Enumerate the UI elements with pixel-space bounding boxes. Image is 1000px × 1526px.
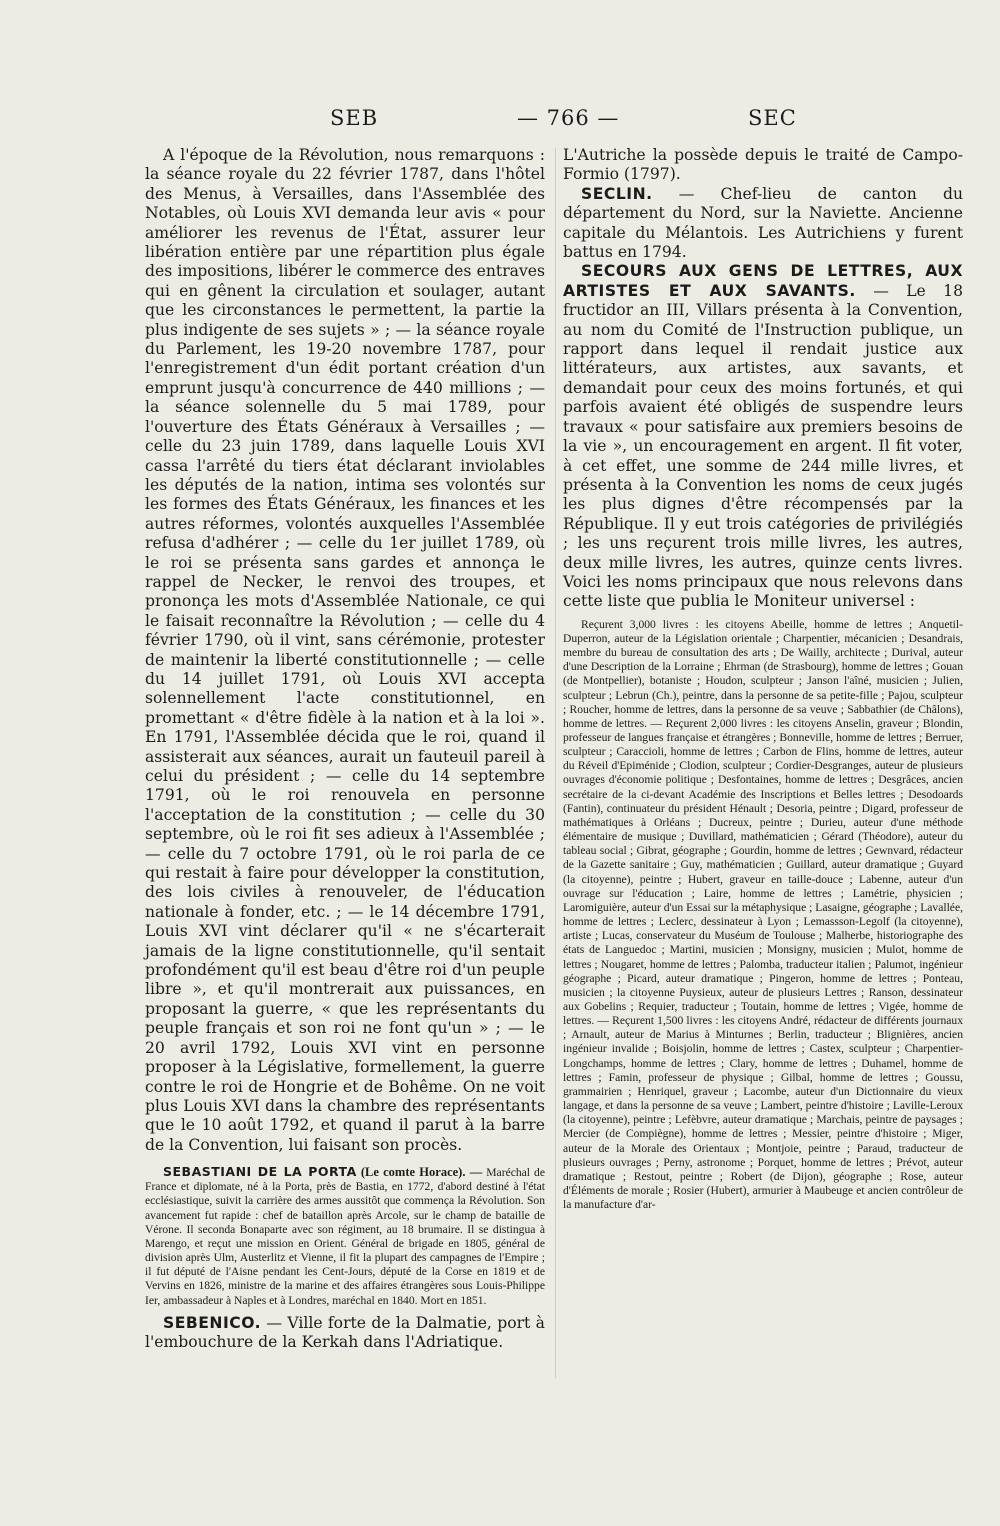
headword-sebenico: SEBENICO. xyxy=(163,1313,262,1332)
entry-sebastiani xyxy=(145,1165,545,1308)
left-column xyxy=(145,146,545,1353)
headword-sebastiani: SEBASTIANI DE LA PORTA xyxy=(163,1164,357,1180)
entry-seclin xyxy=(563,185,963,263)
beneficiaries-list: Reçurent 3,000 livres : les citoyens Abeille, homme de lettres ; Anquetil-Duperron, auteur de la Législation orientale ; Charpentier, mécanicien ; Desandrais, membre du bureau de consultation des arts ; De Wailly, architecte ; Durival, auteur d'une Description de la Lorraine ; Ehrman (de Strasbourg), homme de lettres ; Gouan (de Montpellier), botaniste ; Houdon, sculpteur ; Janson l'aîné, musicien ; Julien, sculpteur ; Lebrun (Ch.), peintre, dans la personne de sa petite-fille ; Pajou, sculpteur ; Roucher, homme de lettres, dans la personne de sa veuve ; Sabbathier (de Châlons), homme de lettres. — Reçurent 2,000 livres : les citoyens Anselin, graveur ; Blondin, professeur de langues française et étrangères ; Bonneville, homme de lettres ; Berruer, sculpteur ; Caraccioli, homme de lettres ; Carbon de Flins, homme de lettres, auteur du Réveil d'Epiménide ; Clodion, sculpteur ; Cordier-Desgranges, auteur de plusieurs ouvrages d'économie politique ; Desfontaines, homme de lettres ; Desgrâces, ancien secrétaire de la ci-devant Académie des Inscriptions et Belles lettres ; Desodoards (Fantin), continuateur du président Hénault ; Desoria, peintre ; Digard, professeur de mathématiques à Orléans ; Ducreux, peintre ; Durieu, auteur d'une méthode élémentaire de musique ; Duvillard, mathématicien ; Gérard (Théodore), auteur du tableau social ; Gibrat, géographe ; Gourdin, homme de lettres ; Gewnvard, rédacteur de la Gazette sanitaire ; Guy, mathématicien ; Guillard, auteur dramatique ; Guyard (la citoyenne), peintre ; Hubert, graveur en taille-douce ; Labenne, auteur d'un ouvrage sur l'éducation ; Laire, homme de lettres ; Lamétrie, physicien ; Laromiguière, auteur d'un Essai sur la métaphysique ; Lasaigne, géographe ; Lavallée, homme de lettres ; Leclerc, dessinateur à Lyon ; Lemassson-Legolf (la citoyenne), artiste ; Lucas, conservateur du Muséum de Toulouse ; Malherbe, historiographe des états de Languedoc ; Martini, musicien ; Monsigny, musicien ; Mulot, homme de lettres ; Nougaret, homme de lettres ; Palomba, traducteur italien ; Palumot, ingénieur géographe ; Picard, auteur dramatique ; Pingeron, homme de lettres ; Ponteau, musicien ; la citoyenne Puysieux, auteur de plusieurs Lettres ; Ranson, dessinateur aux Gobelins ; Requier, traducteur ; Toutain, homme de lettres ; Vigée, homme de lettres. — Reçurent 1,500 livres : les citoyens André, rédacteur de différents journaux ; Arnault, auteur de Marius à Minturnes ; Berlin, traducteur ; Blignières, ancien ingénieur invalide ; Boisjolin, homme de lettres ; Castex, sculpteur ; Charpentier-Longchamps, homme de lettres ; Clary, homme de lettres ; Duhamel, homme de lettres ; Famin, professeur de physique ; Gilbal, homme de lettres ; Goussu, grammairien ; Henriquel, graveur ; Lacombe, auteur d'un Dictionnaire du vieux langage, et dans la personne de sa veuve ; Lambert, peintre d'histoire ; Laville-Leroux (la citoyenne), peintre ; Lefèbvre, auteur dramatique ; Marchais, peintre de paysages ; Mercier (de Compiègne), homme de lettres ; Messier, peintre d'histoire ; Miger, auteur de la Morale des Orientaux ; Montjoie, peintre ; Paraud, traducteur de plusieurs ouvrages ; Perny, astronome ; Porquet, homme de lettres ; Prévot, auteur dramatique ; Restout, peintre ; Robert (de Dijon), géographe ; Rose, auteur d'Éléments de morale ; Rosier (Hubert), armurier à Maubeuge et ancien contrôleur de la manufacture d'ar- xyxy=(563,617,963,1212)
sebastiani-subtitle: (Le comte Horace). — xyxy=(360,1165,483,1180)
sebastiani-text: Maréchal de France et diplomate, né à la Porta, près de Bastia, en 1772, d'abord destiné à l'état ecclésiastique, suivit la carrière des armes aussitôt que commença la Révolution. Son avancement fut rapide : chef de bataillon après Arcole, sur le champ de bataille de Vérone. Il seconda Bonaparte avec son régiment, au 18 brumaire. Il se distingua à Marengo, et reçut une mission en Orient. Général de brigade en 1805, général de division après Ulm, Austerlitz et Vienne, il fit la plupart des campagnes de l'Empire ; il fut député de l'Aisne pendant les Cent-Jours, député de la Corse en 1819 et de Vervins en 1826, ministre de la marine et des affaires étrangères sous Louis-Philippe Ier, ambassadeur à Naples et à Londres, maréchal en 1840. Mort en 1851. xyxy=(145,1166,545,1307)
right-column xyxy=(563,146,963,1212)
seances-paragraph: A l'époque de la Révolution, nous remarquons : la séance royale du 22 février 1787, dans l'hôtel des Menus, à Versailles, dans l'Assemblée des Notables, où Louis XVI demanda leur avis « pour améliorer les revenus de l'État, assurer leur libération entière par une répartition plus égale des impositions, libérer le commerce des entraves qui en gênent la circulation et soulager, autant que les circonstances le permettent, la partie la plus indigente de ses sujets » ; — la séance royale du Parlement, les 19-20 novembre 1787, pour l'enregistrement d'un édit portant création d'un emprunt jusqu'à concurrence de 440 millions ; — la séance solennelle du 5 mai 1789, pour l'ouverture des États Généraux à Versailles ; — celle du 23 juin 1789, dans laquelle Louis XVI cassa l'arrêté du tiers état déclarant inviolables les députés de la nation, intima ses volontés sur les formes des États Généraux, les finances et les autres réformes, volontés auxquelles l'Assemblée refusa d'adhérer ; — celle du 1er juillet 1789, où le roi se présenta sans gardes et annonça le rappel de Necker, le renvoi des troupes, et prononça les mots d'Assemblée Nationale, ce qui le faisait reconnaître la Révolution ; — celle du 4 février 1790, où il vint, sans cérémonie, protester de maintenir la liberté constitutionnelle ; — celle du 14 juillet 1791, où Louis XVI accepta solennellement l'acte constitutionnel, en promettant « d'être fidèle à la nation et à la loi ». En 1791, l'Assemblée décida que le roi, quand il assisterait aux séances, aurait un fauteuil pareil à celui du président ; — celle du 14 septembre 1791, où le roi renouvela en personne l'acceptation de la constitution ; — celle du 30 septembre, où le roi fit ses adieux à l'Assemblée ; — celle du 7 octobre 1791, où le roi parla de ce qui restait à faire pour développer la constitution, des lois civiles à renouveler, de l'éducation nationale à fonder, etc. ; — le 14 décembre 1791, Louis XVI vint déclarer qu'il « ne s'écarterait jamais de la ligne constitutionnelle, qu'il sentait profondément qu'il est beau d'être roi d'un peuple libre », et qu'il montrerait aux puissances, en proposant la guerre, « que les représentants du peuple français et son roi ne font qu'un » ; — le 20 avril 1792, Louis XVI vint en personne proposer à la Législative, formellement, la guerre contre le roi de Hongrie et de Bohême. On ne voit plus Louis XVI dans la chambre des représentants que le 10 août 1792, et quand il parut à la barre de la Convention, lui faisant son procès. xyxy=(145,146,545,1154)
entry-secours xyxy=(563,262,963,611)
entry-sebenico xyxy=(145,1314,545,1353)
sebenico-text: — Ville forte de la Dalmatie, port à l'embouchure de la Kerkah dans l'Adriatique. xyxy=(145,1313,545,1352)
secours-text: — Le 18 fructidor an III, Villars présenta à la Convention, au nom du Comité de l'Instruction publique, un rapport dans lequel il rendait justice aux littérateurs, aux artistes, aux savants, et demandait pour ceux des moins fortunés, et qui parfois avaient été obligés de suspendre leurs travaux « pour satisfaire aux premiers besoins de la vie », un encouragement en argent. Il fit voter, à cet effet, une somme de 244 mille livres, et présenta à la Convention les noms de ceux jugés les plus dignes d'être récompensés par la République. Il y eut trois catégories de privilégiés ; les uns reçurent trois mille livres, les autres, deux mille livres, les autres, quinze cents livres. Voici les noms principaux que nous relevons dans cette liste que publia le Moniteur universel : xyxy=(563,281,964,611)
headword-seclin: SECLIN. xyxy=(581,184,653,203)
seclin-text: — Chef-lieu de canton du département du Nord, sur la Naviette. Ancienne capitale du Mélantois. Les Autrichiens y furent battus en 1794. xyxy=(563,184,963,262)
column-divider xyxy=(555,148,556,1378)
header-right-guideword: SEC xyxy=(748,106,797,130)
sebenico-continuation: L'Autriche la possède depuis le traité de Campo-Formio (1797). xyxy=(563,146,963,184)
page-number: — 766 — xyxy=(517,106,620,130)
header-left-guideword: SEB xyxy=(330,106,379,130)
running-header xyxy=(145,106,960,136)
headword-secours: SECOURS AUX GENS DE LETTRES, AUX ARTISTES ET AUX SAVANTS. xyxy=(563,262,963,300)
